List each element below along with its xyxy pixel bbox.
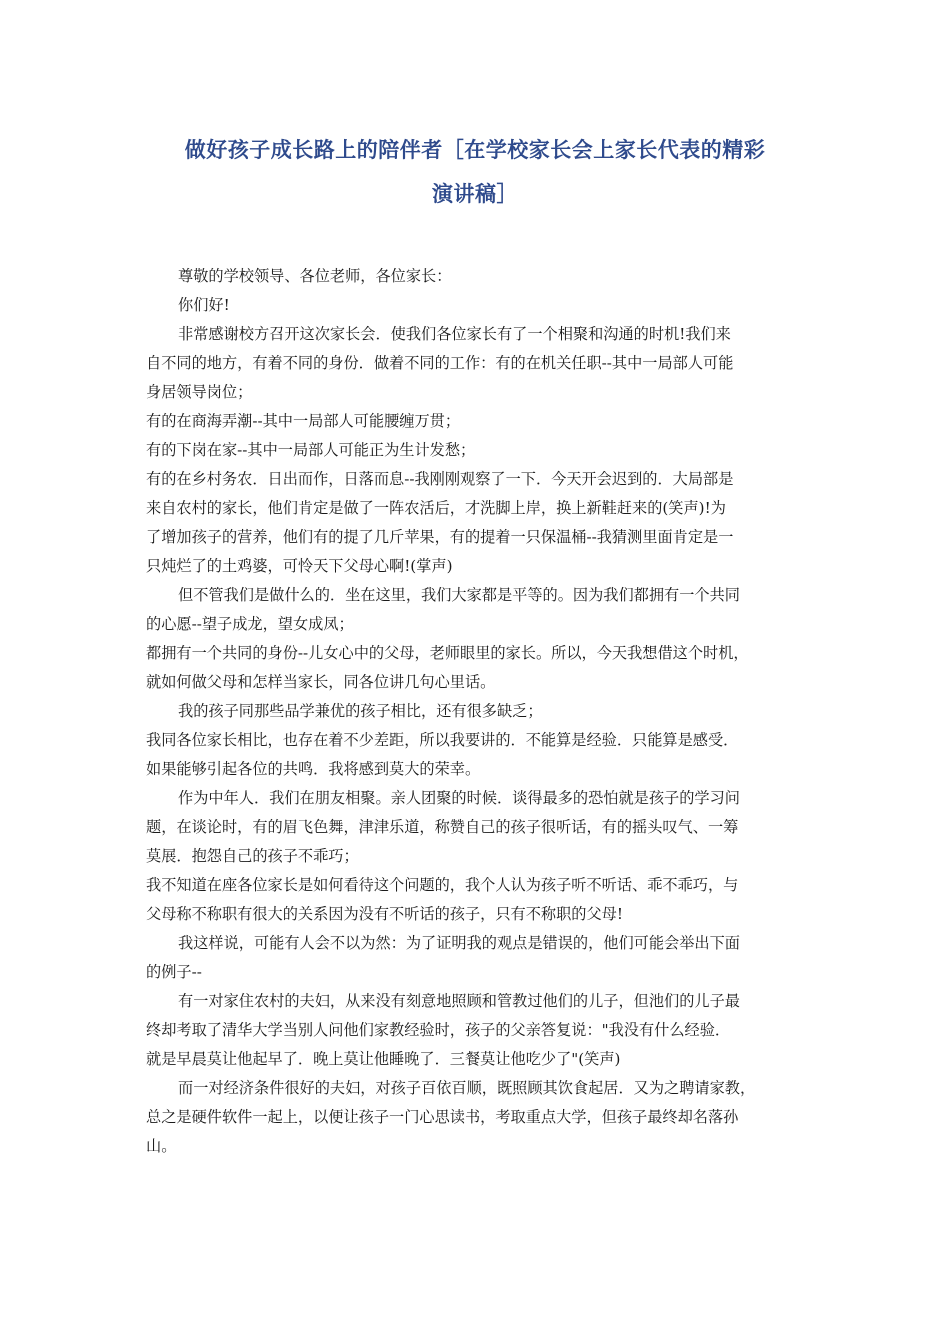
text-line: 终却考取了清华大学当别人问他们家教经验时，孩子的父亲答复说："我没有什么经验． xyxy=(146,1021,731,1039)
text-line: 题，在谈论时，有的眉飞色舞，津津乐道，称赞自己的孩子很听话，有的摇头叹气、一筹 xyxy=(146,818,739,836)
text-line: 自不同的地方，有着不同的身份．做着不同的工作：有的在机关任职--其中一局部人可能 xyxy=(146,354,734,372)
text-line: 的心愿--望子成龙，望女成凤； xyxy=(146,615,354,633)
text-line: 的例子-- xyxy=(146,963,202,981)
text-line: 尊敬的学校领导、各位老师，各位家长： xyxy=(178,267,452,285)
text-line: 有的下岗在家--其中一局部人可能正为生计发愁； xyxy=(146,441,476,459)
text-line: 但不管我们是做什么的．坐在这里，我们大家都是平等的。因为我们都拥有一个共同 xyxy=(178,586,740,604)
text-line: 我不知道在座各位家长是如何看待这个问题的，我个人认为孩子听不听话、乖不乖巧，与 xyxy=(146,876,739,894)
document-title xyxy=(130,128,820,216)
document-body xyxy=(146,262,806,1161)
text-line: 非常感谢校方召开这次家长会．使我们各位家长有了一个相聚和沟通的时机!我们来 xyxy=(178,325,731,343)
text-line: 就如何做父母和怎样当家长，同各位讲几句心里话。 xyxy=(146,673,496,691)
text-line: 有的在乡村务农．日出而作，日落而息--我刚刚观察了一下．今天开会迟到的．大局部是 xyxy=(146,470,734,488)
text-line: 只炖烂了的土鸡婆，可怜天下父母心啊!(掌声) xyxy=(146,557,453,575)
text-line: 我这样说，可能有人会不以为然：为了证明我的观点是错误的，他们可能会举出下面 xyxy=(178,934,740,952)
text-line: 我同各位家长相比，也存在着不少差距，所以我要讲的．不能算是经验．只能算是感受． xyxy=(146,731,739,749)
text-line: 来自农村的家长，他们肯定是做了一阵农活后，才洗脚上岸，换上新鞋赶来的(笑声)!为 xyxy=(146,499,726,517)
text-line: 作为中年人．我们在朋友相聚。亲人团聚的时候．谈得最多的恐怕就是孩子的学习问 xyxy=(178,789,740,807)
text-line: 我的孩子同那些品学兼优的孩子相比，还有很多缺乏； xyxy=(178,702,543,720)
title-line: 演讲稿］ xyxy=(432,182,518,206)
text-line: 了增加孩子的营养，他们有的提了几斤苹果，有的提着一只保温桶--我猜测里面肯定是一 xyxy=(146,528,734,546)
text-line: 如果能够引起各位的共鸣．我将感到莫大的荣幸。 xyxy=(146,760,481,778)
text-line: 有的在商海弄潮--其中一局部人可能腰缠万贯； xyxy=(146,412,461,430)
text-line: 都拥有一个共同的身份--儿女心中的父母，老师眼里的家长。所以，今天我想借这个时机， xyxy=(146,644,749,662)
text-line: 父母称不称职有很大的关系因为没有不听话的孩子，只有不称职的父母! xyxy=(146,905,623,923)
text-line: 总之是硬件软件一起上，以便让孩子一门心思读书，考取重点大学，但孩子最终却名落孙 xyxy=(146,1108,739,1126)
text-line: 身居领导岗位； xyxy=(146,383,253,401)
text-line: 有一对家住农村的夫妇，从来没有刻意地照顾和管教过他们的儿子，但池们的儿子最 xyxy=(178,992,740,1010)
text-line: 就是早晨莫让他起早了．晚上莫让他睡晚了．三餐莫让他吃少了"(笑声) xyxy=(146,1050,621,1068)
text-line: 山。 xyxy=(146,1137,177,1155)
text-line: 而一对经济条件很好的夫妇，对孩子百依百顺，既照顾其饮食起居．又为之聘请家教， xyxy=(178,1079,756,1097)
text-line: 莫展．抱怨自己的孩子不乖巧； xyxy=(146,847,359,865)
title-line: 做好孩子成长路上的陪伴者［在学校家长会上家长代表的精彩 xyxy=(184,138,766,162)
text-line: 你们好! xyxy=(178,296,230,314)
